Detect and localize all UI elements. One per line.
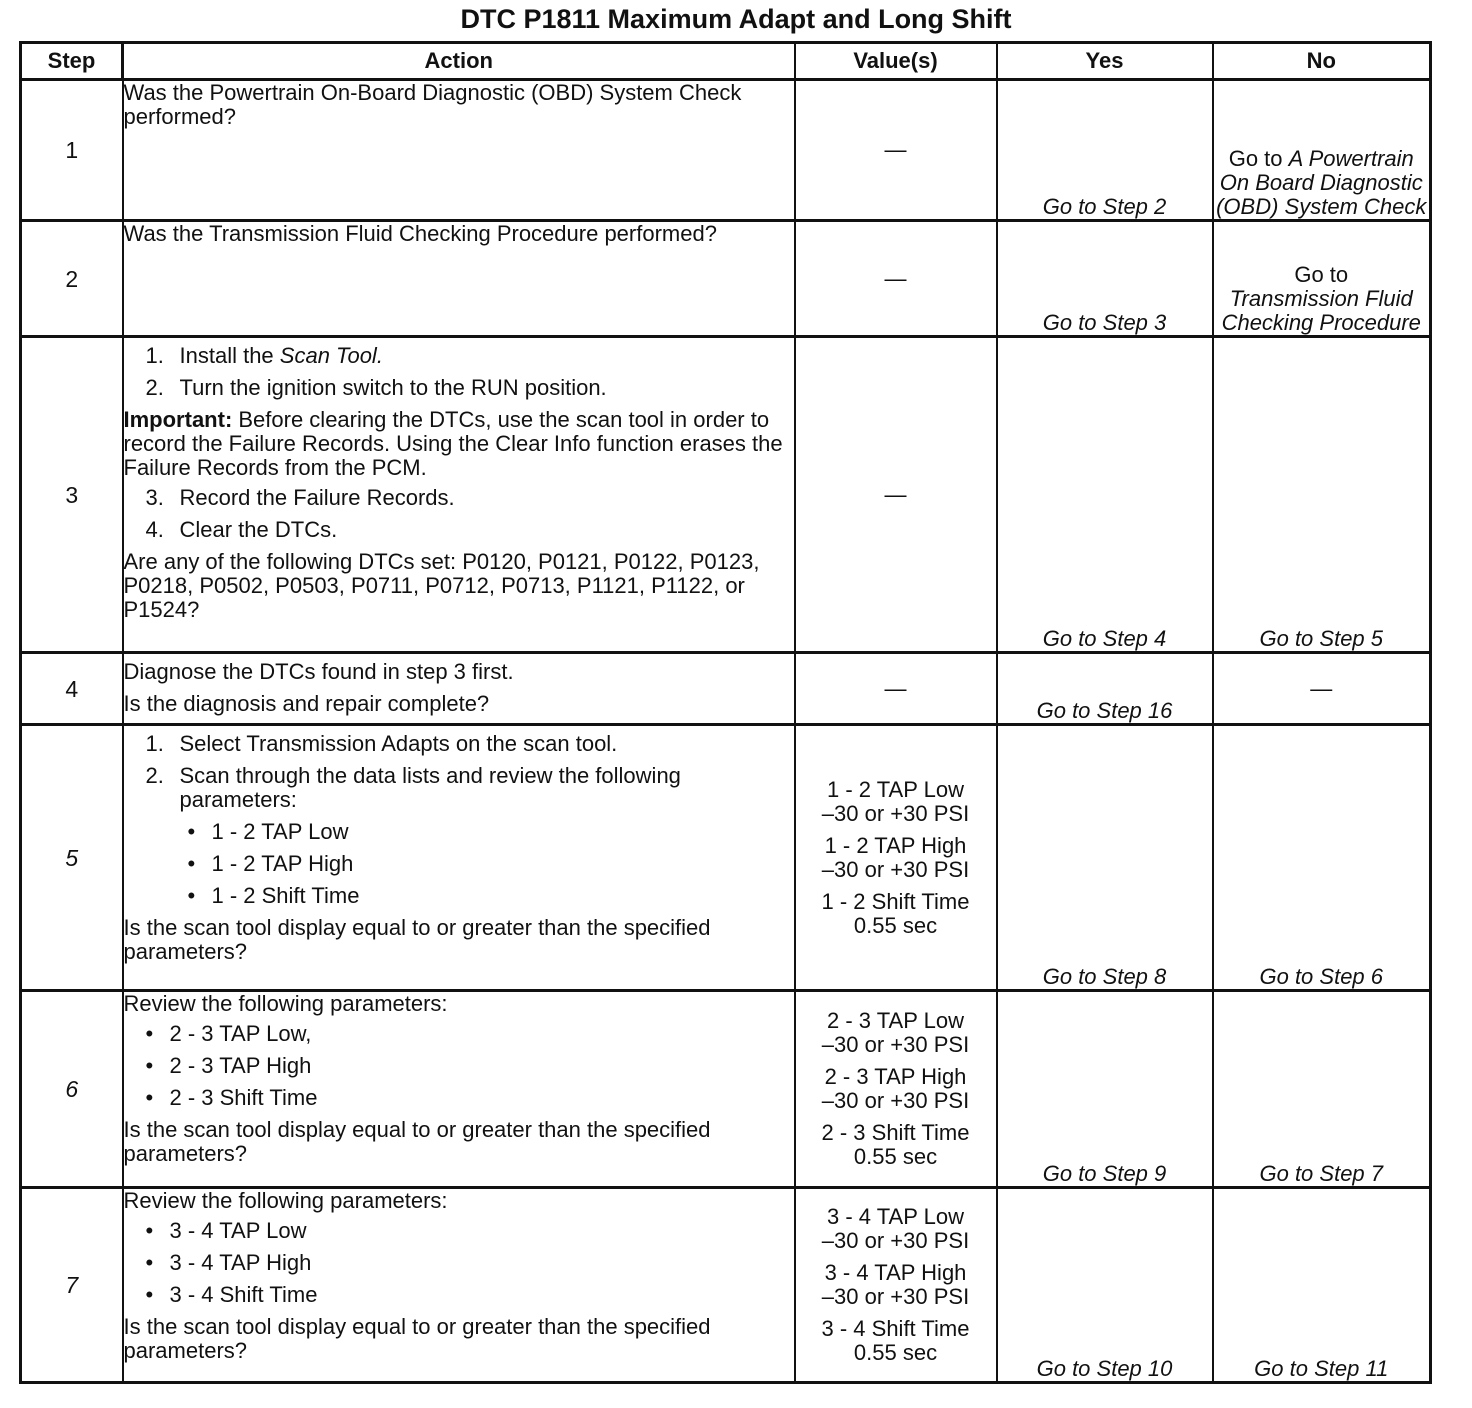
yes-link[interactable]: Go to Step 16 xyxy=(997,653,1213,725)
bullet-item: • 3 - 4 Shift Time xyxy=(145,1282,318,1307)
step-number: 7 xyxy=(21,1188,123,1383)
bullet-item: • 1 - 2 Shift Time xyxy=(187,883,360,908)
values-cell: 1 - 2 TAP Low –30 or +30 PSI 1 - 2 TAP High –30 or +30 PSI 1 - 2 Shift Time 0.55 sec xyxy=(795,725,997,991)
table-row xyxy=(21,1188,1431,1383)
question: Is the scan tool display equal to or greater than the specified parameters? xyxy=(123,915,711,964)
step-number: 3 xyxy=(21,337,123,653)
no-link[interactable]: Go to Transmission Fluid Checking Procedure xyxy=(1213,221,1431,337)
numbered-item: 2. Scan through the data lists and review the following parameters: xyxy=(145,763,681,812)
table-header-row xyxy=(21,43,1431,80)
values-cell: — xyxy=(795,653,997,725)
action-cell: Was the Transmission Fluid Checking Procedure performed? xyxy=(123,221,795,337)
bullet-item: • 3 - 4 TAP Low xyxy=(145,1218,307,1243)
no-link[interactable]: Go to Step 11 xyxy=(1213,1188,1431,1383)
no-link: — xyxy=(1213,653,1431,725)
action-cell: Review the following parameters: • 2 - 3 TAP Low, • 2 - 3 TAP High • 2 - 3 Shift Time Is the scan tool display equal to or greater than the specified parameters? xyxy=(123,991,795,1188)
values-cell: — xyxy=(795,337,997,653)
header-no: No xyxy=(1213,43,1431,80)
table-row xyxy=(21,80,1431,221)
header-action: Action xyxy=(123,43,795,80)
action-cell xyxy=(123,337,795,653)
values-cell: — xyxy=(795,80,997,221)
page-title: DTC P1811 Maximum Adapt and Long Shift xyxy=(460,4,1012,34)
bullet-item: • 2 - 3 TAP Low, xyxy=(145,1021,312,1046)
action-cell: Was the Powertrain On-Board Diagnostic (OBD) System Check performed? xyxy=(123,80,795,221)
step-number: 2 xyxy=(21,221,123,337)
question: Is the scan tool display equal to or greater than the specified parameters? xyxy=(123,1117,711,1166)
step-number: 6 xyxy=(21,991,123,1188)
yes-link[interactable]: Go to Step 2 xyxy=(997,80,1213,221)
numbered-item: 2. Turn the ignition switch to the RUN position. xyxy=(145,375,607,400)
numbered-item: 1. Select Transmission Adapts on the scan tool. xyxy=(145,731,618,756)
step-number: 5 xyxy=(21,725,123,991)
no-link[interactable]: Go to Step 6 xyxy=(1213,725,1431,991)
table-row xyxy=(21,991,1431,1188)
bullet-item: • 2 - 3 Shift Time xyxy=(145,1085,318,1110)
step-number: 1 xyxy=(21,80,123,221)
action-cell: Diagnose the DTCs found in step 3 first. Is the diagnosis and repair complete? xyxy=(123,653,795,725)
important-note: Important: Before clearing the DTCs, use the scan tool in order to record the Failure Records. Using the Clear Info function erases the Failure Records from the PCM. xyxy=(123,407,783,480)
yes-link[interactable]: Go to Step 3 xyxy=(997,221,1213,337)
yes-link[interactable]: Go to Step 8 xyxy=(997,725,1213,991)
yes-link[interactable]: Go to Step 10 xyxy=(997,1188,1213,1383)
bullet-item: • 2 - 3 TAP High xyxy=(145,1053,312,1078)
no-link[interactable]: Go to A Powertrain On Board Diagnostic (OBD) System Check xyxy=(1213,80,1431,221)
table-row xyxy=(21,337,1431,653)
values-cell: — xyxy=(795,221,997,337)
bullet-item: • 1 - 2 TAP Low xyxy=(187,819,349,844)
action-cell xyxy=(123,725,795,991)
bullet-item: • 3 - 4 TAP High xyxy=(145,1250,312,1275)
numbered-item: 4. Clear the DTCs. xyxy=(145,517,338,542)
question: Are any of the following DTCs set: P0120, P0121, P0122, P0123, P0218, P0502, P0503, P0711, P0712, P0713, P1121, P1122, or P1524? xyxy=(123,549,760,622)
question: Is the scan tool display equal to or greater than the specified parameters? xyxy=(123,1314,711,1363)
table-row xyxy=(21,221,1431,337)
header-yes: Yes xyxy=(997,43,1213,80)
diagnostic-table xyxy=(19,41,1432,1384)
numbered-item: 3. Record the Failure Records. xyxy=(145,485,455,510)
values-cell: 2 - 3 TAP Low –30 or +30 PSI 2 - 3 TAP High –30 or +30 PSI 2 - 3 Shift Time 0.55 sec xyxy=(795,991,997,1188)
yes-link[interactable]: Go to Step 4 xyxy=(997,337,1213,653)
step-number: 4 xyxy=(21,653,123,725)
values-cell: 3 - 4 TAP Low –30 or +30 PSI 3 - 4 TAP High –30 or +30 PSI 3 - 4 Shift Time 0.55 sec xyxy=(795,1188,997,1383)
numbered-item: 1. Install the Scan Tool. xyxy=(145,343,383,368)
bullet-item: • 1 - 2 TAP High xyxy=(187,851,354,876)
header-values: Value(s) xyxy=(795,43,997,80)
action-cell: Review the following parameters: • 3 - 4 TAP Low • 3 - 4 TAP High • 3 - 4 Shift Time Is the scan tool display equal to or greater than the specified parameters? xyxy=(123,1188,795,1383)
table-row xyxy=(21,653,1431,725)
table-row xyxy=(21,725,1431,991)
no-link[interactable]: Go to Step 7 xyxy=(1213,991,1431,1188)
yes-link[interactable]: Go to Step 9 xyxy=(997,991,1213,1188)
no-link[interactable]: Go to Step 5 xyxy=(1213,337,1431,653)
header-step: Step xyxy=(21,43,123,80)
